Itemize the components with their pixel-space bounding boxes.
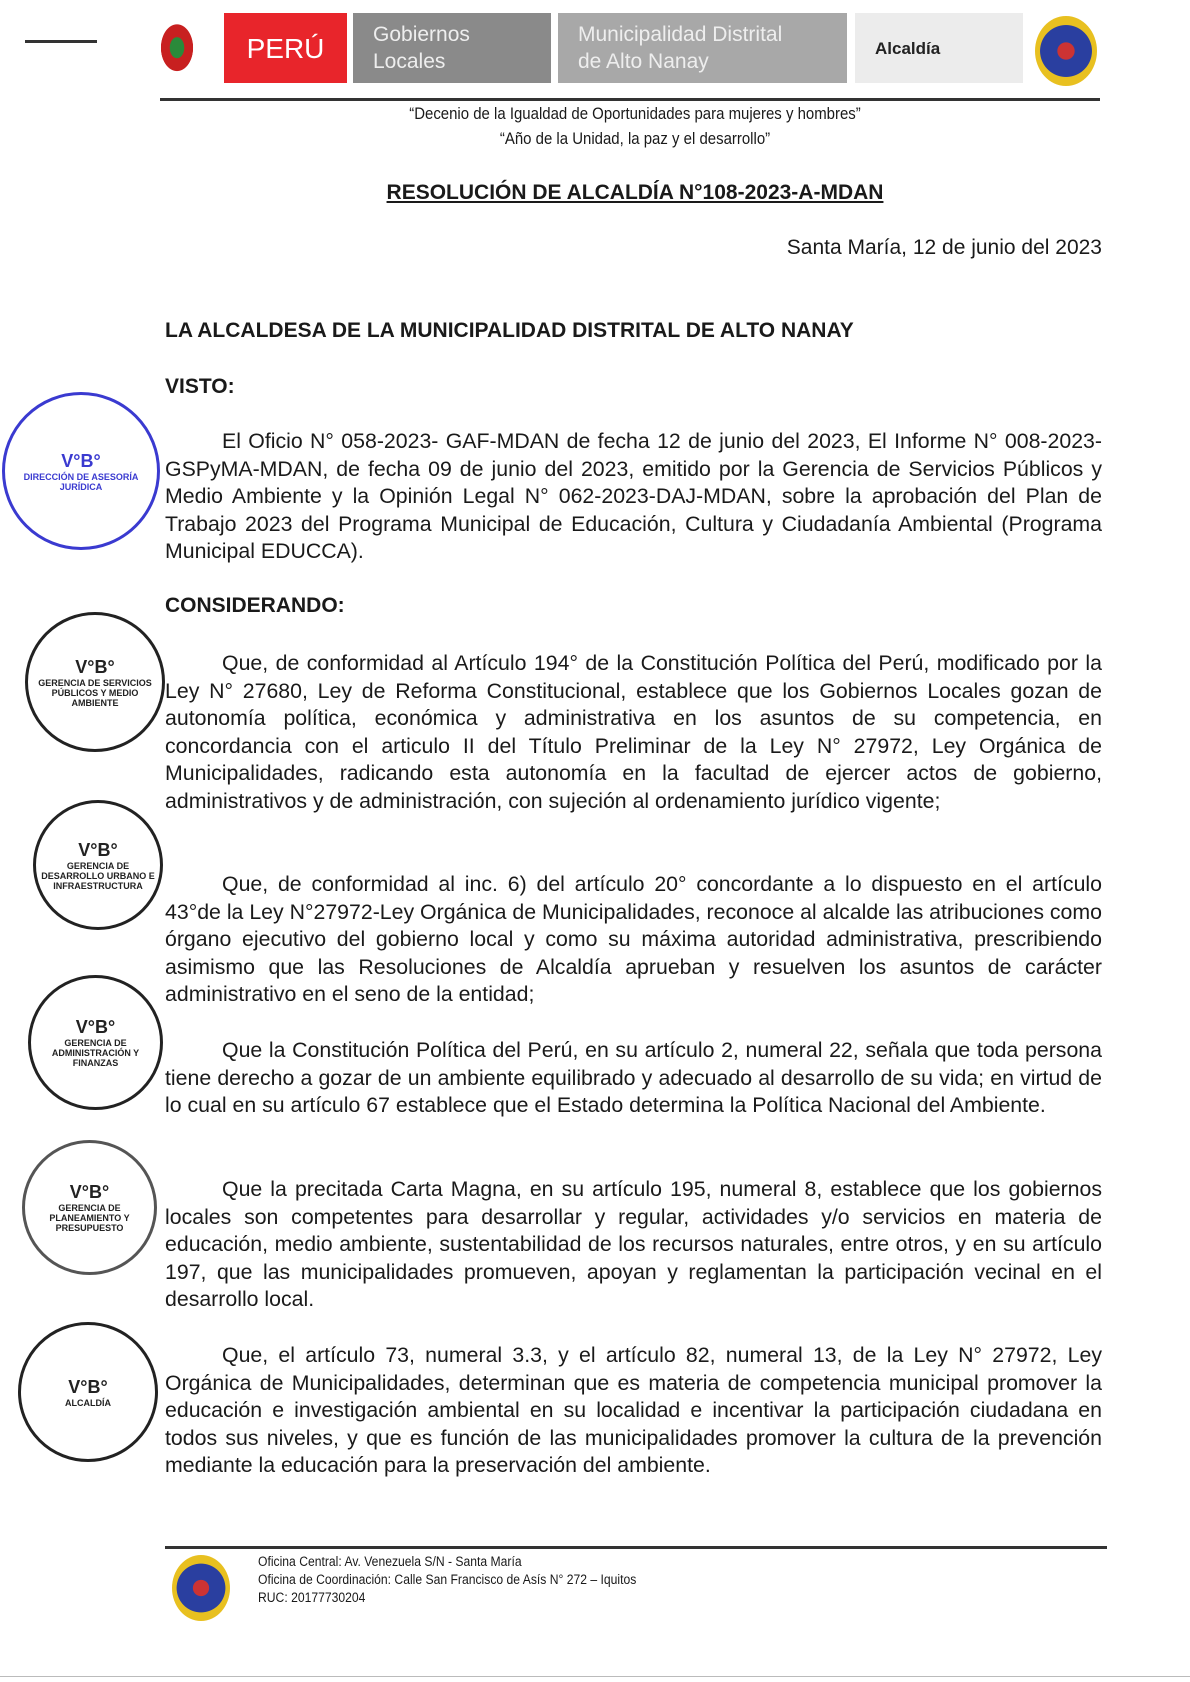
stamp-label: GERENCIA DE DESARROLLO URBANO E INFRAESTRUCTURA bbox=[41, 860, 155, 891]
considerando-paragraph: Que, de conformidad al inc. 6) del artículo 20° concordante a lo dispuesto en el artículo 43°de la Ley N°27972-Ley Orgánica de Municipalidades, reconoce al alcalde las atribuciones como órgano ejecutivo del gobierno local y como su máxima autoridad administrativa, prescribiendo asimismo que las Resoluciones de Alcaldía aprueban y resuelven los asuntos de carácter administrativo en el seno de la entidad; bbox=[165, 872, 1102, 1007]
peru-coat-of-arms-icon bbox=[152, 18, 202, 84]
considerando-paragraph: Que la Constitución Política del Perú, en su artículo 2, numeral 22, señala que toda persona tiene derecho a gozar de un ambiente equilibrado y adecuado al desarrollo de su vida; en virtud de lo cual en su artículo 67 establece que el Estado determina la Política Nacional del Ambiente. bbox=[165, 1038, 1102, 1118]
resolution-title: RESOLUCIÓN DE ALCALDÍA N°108-2023-A-MDAN bbox=[386, 181, 884, 204]
stamp-alcaldia bbox=[18, 1322, 158, 1462]
considerando-paragraph: Que, el artículo 73, numeral 3.3, y el artículo 82, numeral 13, de la Ley N° 27972, Ley Orgánica de Municipalidades, determinan que es materia de competencia municipal promover la educación e investigación ambiental en su localidad e incentivar la participación ciudadana en todos sus niveles, y que es función de las municipalidades promover la cultura de la prevención mediante la educación para la preservación del ambiente. bbox=[165, 1343, 1102, 1478]
considerando-paragraph: Que la precitada Carta Magna, en su artículo 195, numeral 8, establece que los gobiernos locales son competentes para desarrollar y regular, actividades y/o servicios en materia de educación, medio ambiente, sustentabilidad de los recursos naturales, entre otros, y en su artículo 197, que las municipalidades promueven, apoyan y reglamentan la participación vecinal en el desarrollo local. bbox=[165, 1177, 1102, 1312]
municipal-seal-icon bbox=[1035, 16, 1097, 86]
footer-divider bbox=[165, 1546, 1107, 1549]
footer-ruc: RUC: 20177730204 bbox=[258, 1590, 366, 1605]
scan-mark bbox=[25, 40, 97, 43]
stamp-administracion-finanzas bbox=[28, 975, 163, 1110]
stamp-label: GERENCIA DE ADMINISTRACIÓN Y FINANZAS bbox=[51, 1038, 140, 1068]
stamp-planeamiento bbox=[22, 1140, 157, 1275]
municipality-box bbox=[558, 13, 847, 83]
footer-seal-icon bbox=[172, 1555, 230, 1621]
peru-brand-box: PERÚ bbox=[224, 13, 347, 83]
alcaldia-box: Alcaldía bbox=[855, 13, 1023, 83]
stamp-vb: V°B° bbox=[75, 1017, 116, 1037]
motto-2: “Año de la Unidad, la paz y el desarrollo” bbox=[499, 129, 771, 148]
footer-office-central: Oficina Central: Av. Venezuela S/N - Santa María bbox=[258, 1554, 522, 1569]
motto-1: “Decenio de la Igualdad de Oportunidades para mujeres y hombres” bbox=[409, 104, 861, 123]
stamp-label: ALCALDÍA bbox=[65, 1397, 111, 1408]
visto-paragraph: El Oficio N° 058-2023- GAF-MDAN de fecha 12 de junio del 2023, El Informe N° 008-2023-GSPyMA-MDAN, de fecha 09 de junio del 2023, emitido por la Gerencia de Servicios Públicos y Medio Ambiente y la Opinión Legal N° 062-2023-DAJ-MDAN, sobre la aprobación del Plan de Trabajo 2023 del Programa Municipal de Educación, Cultura y Ciudadanía Ambiental (Programa Municipal EDUCCA). bbox=[165, 429, 1102, 564]
authority-heading: LA ALCALDESA DE LA MUNICIPALIDAD DISTRITAL DE ALTO NANAY bbox=[165, 319, 854, 342]
page-bottom-edge bbox=[0, 1676, 1190, 1677]
stamp-label: DIRECCIÓN DE ASESORÍA JURÍDICA bbox=[23, 471, 139, 492]
stamp-asesoria-juridica bbox=[2, 392, 160, 550]
box-line: Municipalidad Distrital bbox=[578, 23, 783, 46]
stamp-desarrollo-urbano bbox=[33, 800, 163, 930]
considerando-paragraph: Que, de conformidad al Artículo 194° de la Constitución Política del Perú, modificado por la Ley N° 27680, Ley de Reforma Constitucional, establece que los Gobiernos Locales gozan de autonomía política, económica y administrativa en los asuntos de su competencia, en concordancia con el articulo II del Título Preliminar de la Ley N° 27972, Ley Orgánica de Municipalidades, radicando esta autonomía en la facultad de ejercer actos de gobierno, administrativos y de administración, con sujeción al ordenamiento jurídico vigente; bbox=[165, 651, 1102, 813]
stamp-label: GERENCIA DE PLANEAMIENTO Y PRESUPUESTO bbox=[49, 1203, 130, 1233]
gobiernos-locales-box bbox=[353, 13, 551, 83]
box-line: de Alto Nanay bbox=[578, 50, 709, 73]
stamp-vb: V°B° bbox=[75, 656, 115, 677]
considerando-heading: CONSIDERANDO: bbox=[165, 594, 345, 617]
stamp-vb: V°B° bbox=[78, 839, 118, 860]
stamp-label: GERENCIA DE SERVICIOS PÚBLICOS Y MEDIO AMBIENTE bbox=[38, 677, 152, 708]
stamp-vb: V°B° bbox=[68, 1376, 108, 1397]
box-line: Locales bbox=[373, 50, 446, 73]
stamp-vb: V°B° bbox=[69, 1182, 110, 1202]
box-line: Gobiernos bbox=[373, 23, 470, 46]
visto-heading: VISTO: bbox=[165, 375, 235, 398]
header-divider bbox=[160, 98, 1100, 101]
footer-office-coordination: Oficina de Coordinación: Calle San Francisco de Asís N° 272 – Iquitos bbox=[258, 1572, 637, 1587]
stamp-vb: V°B° bbox=[61, 450, 101, 471]
date-line: Santa María, 12 de junio del 2023 bbox=[786, 236, 1102, 259]
stamp-servicios-publicos bbox=[25, 612, 165, 752]
